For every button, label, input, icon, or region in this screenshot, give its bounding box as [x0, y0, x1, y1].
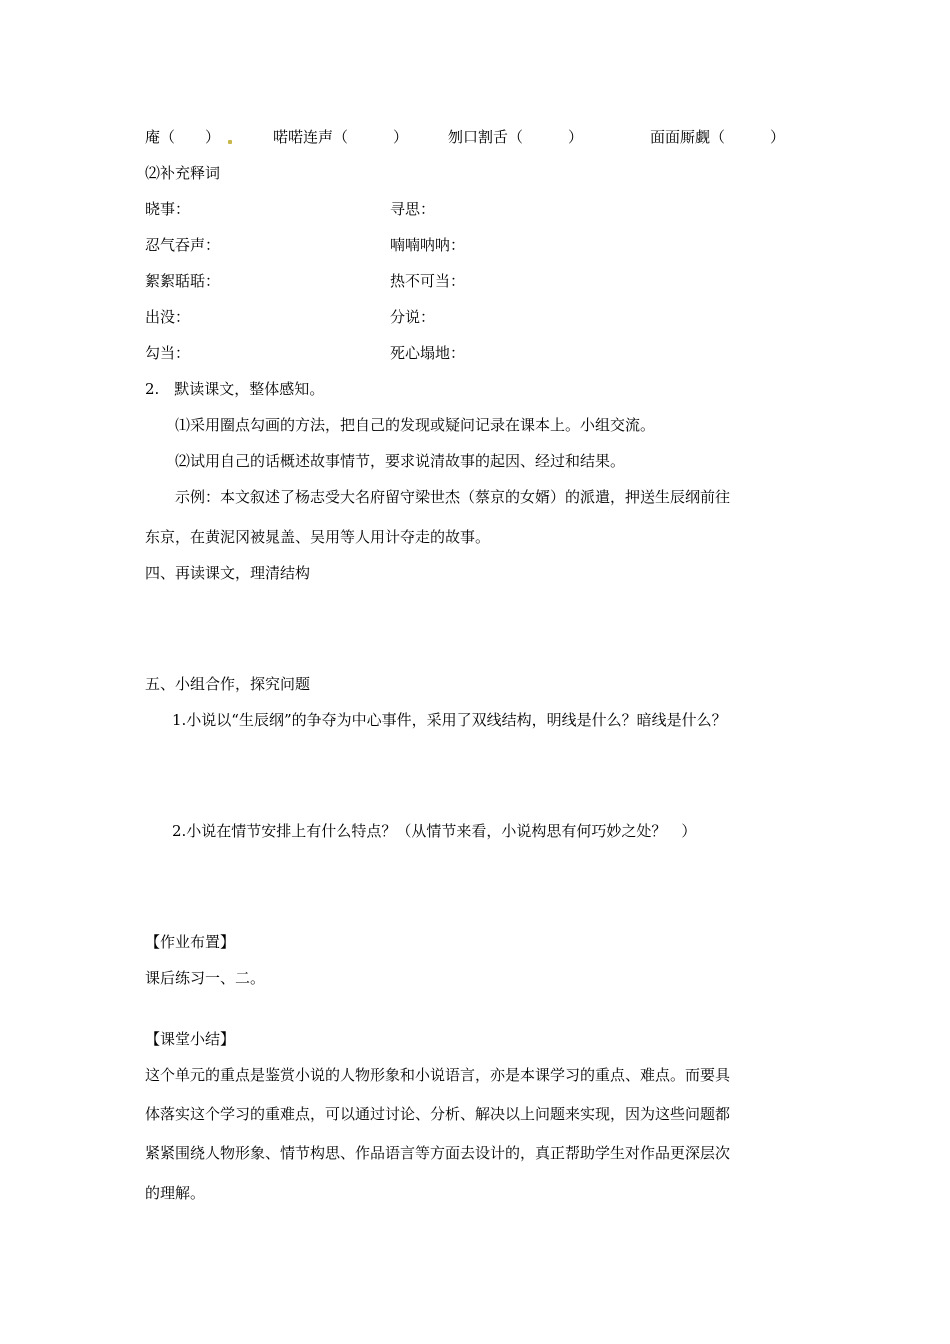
- term-left: 勾当：: [145, 344, 191, 362]
- term-left: 忍气吞声：: [145, 236, 221, 254]
- term-right: 死心塌地：: [390, 344, 466, 362]
- question-1: 1.小说以“生辰纲”的争夺为中心事件，采用了双线结构，明线是什么？暗线是什么？: [172, 711, 727, 729]
- section-2-item-2: ⑵试用自己的话概述故事情节，要求说清故事的起因、经过和结果。: [175, 452, 626, 470]
- vocab-item-2: 喏喏连声（ ）: [273, 128, 409, 146]
- term-right: 喃喃呐呐：: [390, 236, 466, 254]
- vocab-item-4: 面面厮觑（ ）: [650, 128, 786, 146]
- summary-title: 【课堂小结】: [145, 1030, 236, 1048]
- vocab-item-3: 刎口割舌（ ）: [448, 128, 584, 146]
- term-left: 出没：: [145, 308, 191, 326]
- question-2: 2.小说在情节安排上有什么特点？（从情节来看，小说构思有何巧妙之处？ ）: [172, 822, 697, 840]
- vocab-item-1: 庵（ ）: [145, 128, 221, 146]
- supplement-heading: ⑵补充释词: [145, 164, 221, 182]
- summary-line: 的理解。: [145, 1184, 206, 1202]
- homework-title: 【作业布置】: [145, 933, 236, 951]
- term-right: 寻思：: [390, 200, 436, 218]
- example-line-1: 示例：本文叙述了杨志受大名府留守梁世杰（蔡京的女婿）的派遣，押送生辰纲前往: [175, 488, 731, 506]
- section-5-title: 五、小组合作，探究问题: [145, 675, 311, 693]
- term-left: 絮絮聒聒：: [145, 272, 221, 290]
- section-4-title: 四、再读课文，理清结构: [145, 564, 311, 582]
- term-left: 晓事：: [145, 200, 191, 218]
- summary-line: 紧紧围绕人物形象、情节构思、作品语言等方面去设计的，真正帮助学生对作品更深层次: [145, 1144, 731, 1162]
- homework-text: 课后练习一、二。: [145, 969, 266, 987]
- mark-dot: [228, 140, 232, 144]
- section-2-title: 2. 默读课文，整体感知。: [145, 380, 325, 398]
- summary-line: 这个单元的重点是鉴赏小说的人物形象和小说语言，亦是本课学习的重点、难点。而要具: [145, 1066, 731, 1084]
- term-right: 分说：: [390, 308, 436, 326]
- term-right: 热不可当：: [390, 272, 466, 290]
- summary-line: 体落实这个学习的重难点，可以通过讨论、分析、解决以上问题来实现，因为这些问题都: [145, 1105, 731, 1123]
- example-line-2: 东京，在黄泥冈被晁盖、吴用等人用计夺走的故事。: [145, 528, 491, 546]
- section-2-item-1: ⑴采用圈点勾画的方法，把自己的发现或疑问记录在课本上。小组交流。: [175, 416, 656, 434]
